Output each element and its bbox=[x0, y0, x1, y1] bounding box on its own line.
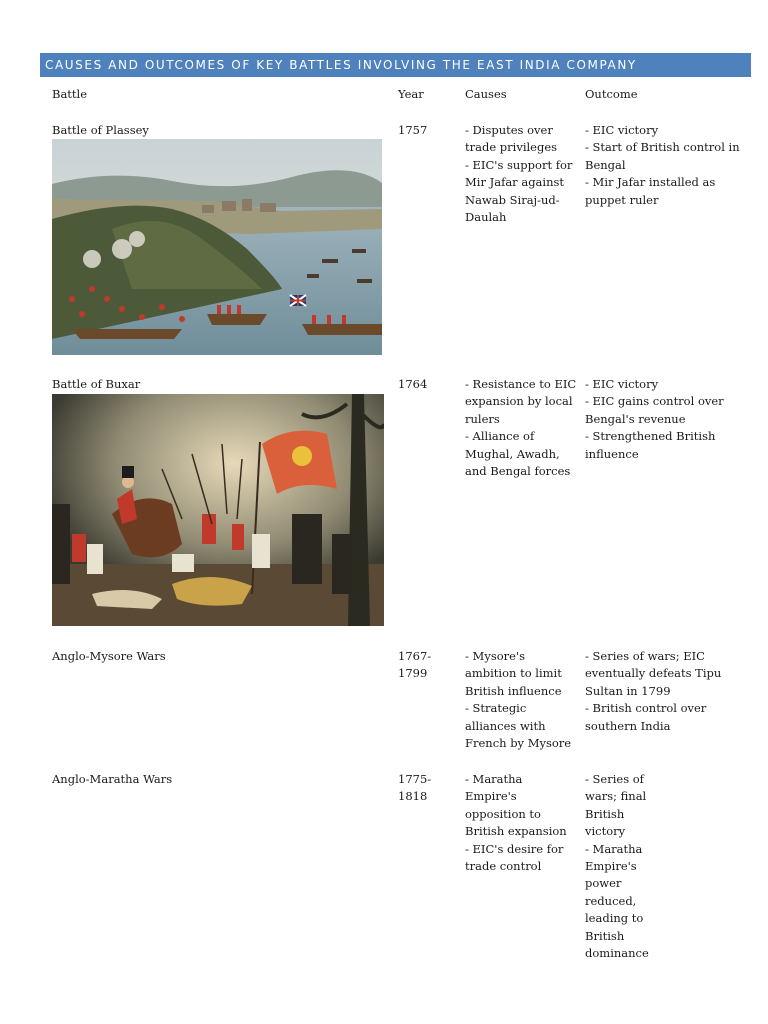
battle-year: 1757 bbox=[398, 123, 428, 137]
battle-outcome bbox=[585, 648, 755, 735]
battle-causes bbox=[465, 771, 577, 875]
header-causes: Causes bbox=[465, 87, 507, 101]
cause-item: - Strategic alliances with French by Mysore bbox=[465, 701, 572, 751]
battle-outcome bbox=[585, 771, 647, 962]
battle-causes bbox=[465, 648, 577, 752]
battle-year: 1767-1799 bbox=[398, 649, 432, 681]
cause-item: - Alliance of Mughal, Awadh, and Bengal forces bbox=[465, 429, 571, 479]
cause-item: - EIC's support for Mir Jafar against Nawab Siraj-ud-Daulah bbox=[465, 157, 573, 225]
battle-causes bbox=[465, 122, 577, 226]
outcome-item: - Strengthened British influence bbox=[585, 429, 716, 461]
battle-outcome bbox=[585, 376, 755, 463]
outcome-item: - Mir Jafar installed as puppet ruler bbox=[585, 175, 716, 207]
cause-item: - Maratha Empire's opposition to British expansion bbox=[465, 772, 567, 839]
outcome-item: - Series of wars; EIC eventually defeats Tipu Sultan in 1799 bbox=[585, 649, 722, 698]
header-battle: Battle bbox=[52, 87, 88, 101]
outcome-item: - Start of British control in Bengal bbox=[585, 140, 740, 172]
header-outcome: Outcome bbox=[585, 87, 638, 101]
battle-name: Battle of Buxar bbox=[52, 377, 141, 391]
battle-name: Battle of Plassey bbox=[52, 123, 149, 137]
battle-of-buxar-painting bbox=[52, 394, 384, 626]
cause-item: - Disputes over trade privileges bbox=[465, 123, 558, 155]
outcome-item: - Maratha Empire's power reduced, leading to British dominance bbox=[585, 841, 649, 961]
outcome-item: - EIC victory bbox=[585, 123, 659, 137]
battle-year: 1775-1818 bbox=[398, 772, 432, 804]
battle-outcome bbox=[585, 122, 755, 209]
battle-causes bbox=[465, 376, 577, 480]
battle-name: Anglo-Maratha Wars bbox=[52, 772, 173, 786]
outcome-item: - Series of wars; final British victory bbox=[585, 772, 647, 839]
cause-item: - EIC's desire for trade control bbox=[465, 841, 564, 874]
battle-of-plassey-painting bbox=[52, 139, 382, 355]
outcome-item: - EIC victory bbox=[585, 377, 659, 391]
header-year: Year bbox=[398, 87, 424, 101]
cause-item: - Mysore's ambition to limit British influence bbox=[465, 649, 562, 698]
battle-name: Anglo-Mysore Wars bbox=[52, 649, 166, 663]
battle-year: 1764 bbox=[398, 377, 428, 391]
outcome-item: - British control over southern India bbox=[585, 701, 707, 733]
table-title: CAUSES AND OUTCOMES OF KEY BATTLES INVOLVING THE EAST INDIA COMPANY bbox=[40, 53, 751, 77]
outcome-item: - EIC gains control over Bengal's revenue bbox=[585, 394, 724, 426]
cause-item: - Resistance to EIC expansion by local rulers bbox=[465, 377, 577, 426]
